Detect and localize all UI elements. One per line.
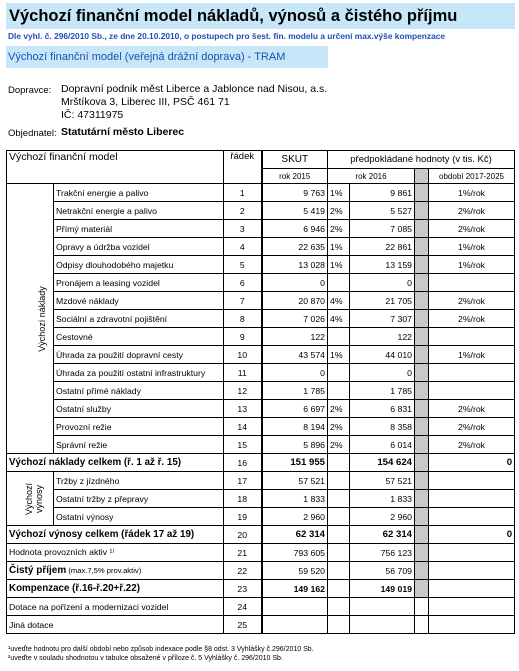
page-title: Výchozí finanční model nákladů, výnosů a čistého příjmu [6,3,515,29]
growth-pct: 2% [328,400,350,418]
value-2016: 1 785 [350,382,415,400]
spacer-cell [415,436,429,454]
value-2016: 6 831 [350,400,415,418]
client-label: Objednatel: [8,128,57,139]
value-2016: 57 521 [350,472,415,490]
row-number: 25 [224,616,262,634]
net-income-row [7,562,515,580]
rate-2017-2025 [429,364,515,382]
compensation-row [7,580,515,598]
revenue-total-row [7,526,515,544]
row-number: 9 [224,328,262,346]
growth-pct [328,562,350,580]
row-label: Jiná dotace [7,616,224,634]
spacer-cell [415,580,429,598]
row-number: 7 [224,292,262,310]
cost-row [7,238,515,256]
rate-2017-2025: 2%/rok [429,292,515,310]
growth-pct [328,598,350,616]
spacer-cell [415,346,429,364]
value-2016: 56 709 [350,562,415,580]
value-2015: 5 419 [262,202,328,220]
spacer-cell [415,544,429,562]
revenue-row [7,472,515,490]
header-year-2015: rok 2015 [262,169,328,184]
row-number: 1 [224,184,262,202]
growth-pct [328,472,350,490]
header-pred: předpokládané hodnoty (v tis. Kč) [328,151,515,169]
row-number: 14 [224,418,262,436]
costs-side-text: Výchozí náklady [36,285,47,352]
spacer-cell [415,256,429,274]
row-label: Ostatní přímé náklady [54,382,224,400]
spacer-cell [415,526,429,544]
rate-2017-2025: 0 [429,454,515,472]
costs-side-label [7,184,54,454]
value-2015: 0 [262,274,328,292]
row-label: Ostatní výnosy [54,508,224,526]
row-number: 10 [224,346,262,364]
spacer-cell [415,472,429,490]
value-2015: 151 955 [262,454,328,472]
value-2015: 149 162 [262,580,328,598]
value-2016: 7 307 [350,310,415,328]
growth-pct [328,616,350,634]
value-2015: 1 833 [262,490,328,508]
row-label: Odpisy dlouhodobého majetku [54,256,224,274]
rate-2017-2025 [429,490,515,508]
row-number: 11 [224,364,262,382]
header-item: Výchozí finanční model [7,151,224,184]
value-2015: 59 520 [262,562,328,580]
row-label: Kompenzace (ř.16-ř.20+ř.22) [7,580,224,598]
row-number: 4 [224,238,262,256]
growth-pct [328,544,350,562]
growth-pct: 2% [328,220,350,238]
spacer-cell [415,454,429,472]
row-label: Pronájem a leasing vozidel [54,274,224,292]
growth-pct [328,364,350,382]
row-number: 6 [224,274,262,292]
value-2015 [262,616,328,634]
carrier-name: Dopravní podnik měst Liberce a Jablonce nad Nisou, a.s. [61,83,328,95]
row-label: Dotace na pořízení a modernizaci vozidel [7,598,224,616]
header-period: období 2017-2025 [429,169,515,184]
spacer-cell [415,202,429,220]
row-number: 8 [224,310,262,328]
revenue-side-text: Výchozí výnosy [24,482,44,515]
cost-row [7,256,515,274]
cost-row [7,382,515,400]
value-2016: 21 705 [350,292,415,310]
value-2015: 22 635 [262,238,328,256]
rate-2017-2025: 2%/rok [429,400,515,418]
value-2015: 20 870 [262,292,328,310]
value-2015: 1 785 [262,382,328,400]
rate-2017-2025 [429,598,515,616]
row-number: 3 [224,220,262,238]
value-2015: 13 028 [262,256,328,274]
costs-total-row [7,454,515,472]
row-number: 24 [224,598,262,616]
cost-row [7,328,515,346]
rate-2017-2025: 2%/rok [429,202,515,220]
row-label: Opravy a údržba vozidel [54,238,224,256]
model-name: Výchozí finanční model (veřejná drážní doprava) - TRAM [6,46,328,68]
spacer-cell [415,400,429,418]
row-number: 20 [224,526,262,544]
financial-model-table [6,150,515,634]
cost-row [7,202,515,220]
header-skut: SKUT [262,151,328,169]
growth-pct [328,454,350,472]
value-2016: 0 [350,274,415,292]
header-row: řádek [224,151,262,184]
value-2015: 2 960 [262,508,328,526]
spacer-cell [415,310,429,328]
growth-pct [328,274,350,292]
row-label-note: (max.7,5% prov.aktiv) [66,566,142,575]
row-label: Ostatní služby [54,400,224,418]
row-label: Tržby z jízdného [54,472,224,490]
spacer-cell [415,328,429,346]
other-subsidy-row [7,616,515,634]
row-label: Cestovné [54,328,224,346]
growth-pct [328,580,350,598]
spacer-cell [415,292,429,310]
rate-2017-2025: 2%/rok [429,310,515,328]
value-2016: 7 085 [350,220,415,238]
value-2015 [262,598,328,616]
value-2015: 7 026 [262,310,328,328]
value-2016: 62 314 [350,526,415,544]
revenue-row [7,508,515,526]
row-number: 19 [224,508,262,526]
spacer-cell [415,508,429,526]
row-label: Trakční energie a palivo [54,184,224,202]
rate-2017-2025: 0 [429,526,515,544]
row-label: Úhrada za použití dopravní cesty [54,346,224,364]
value-2016: 1 833 [350,490,415,508]
subsidy-row [7,598,515,616]
row-number: 23 [224,580,262,598]
footnote-2: ²uveďte v souladu shodnotou v tabulce obsažené v příloze č. 5 Vyhlášky č. 296/2010 Sb. [8,655,283,662]
row-label: Mzdové náklady [54,292,224,310]
rate-2017-2025 [429,328,515,346]
row-number: 5 [224,256,262,274]
row-label: Výchozí výnosy celkem (řádek 17 až 19) [7,526,224,544]
row-label: Úhrada za použití ostatní infrastruktury [54,364,224,382]
row-number: 13 [224,400,262,418]
growth-pct: 1% [328,256,350,274]
growth-pct [328,508,350,526]
growth-pct [328,526,350,544]
row-number: 2 [224,202,262,220]
cost-row [7,346,515,364]
rate-2017-2025: 2%/rok [429,436,515,454]
cost-row [7,220,515,238]
cost-row [7,418,515,436]
spacer-cell [415,238,429,256]
rate-2017-2025: 1%/rok [429,238,515,256]
spacer-cell [415,220,429,238]
value-2015: 9 763 [262,184,328,202]
value-2016: 22 861 [350,238,415,256]
growth-pct [328,328,350,346]
row-label: Netrakční energie a palivo [54,202,224,220]
growth-pct: 2% [328,418,350,436]
cost-row [7,292,515,310]
growth-pct [328,490,350,508]
row-label-bold: Čistý příjem [9,565,67,576]
cost-row [7,436,515,454]
rate-2017-2025: 1%/rok [429,346,515,364]
value-2016: 6 014 [350,436,415,454]
growth-pct: 1% [328,346,350,364]
revenue-row [7,490,515,508]
header-year-2016: rok 2016 [328,169,415,184]
rate-2017-2025: 2%/rok [429,418,515,436]
rate-2017-2025: 1%/rok [429,256,515,274]
client-name: Statutární město Liberec [61,126,185,138]
rate-2017-2025 [429,580,515,598]
value-2016: 756 123 [350,544,415,562]
carrier-address: Mrštíkova 3, Liberec III, PSČ 461 71 [61,96,230,108]
rate-2017-2025: 2%/rok [429,220,515,238]
footnotes [8,645,314,663]
growth-pct: 2% [328,436,350,454]
rate-2017-2025: 1%/rok [429,184,515,202]
cost-row [7,274,515,292]
carrier-ic: IČ: 47311975 [61,109,124,121]
value-2016: 9 861 [350,184,415,202]
row-label: Hodnota provozních aktiv ¹⁾ [7,544,224,562]
row-number: 18 [224,490,262,508]
spacer-cell [415,598,429,616]
spacer-cell [415,364,429,382]
spacer-cell [415,382,429,400]
value-2016: 44 010 [350,346,415,364]
row-number: 21 [224,544,262,562]
value-2015: 793 605 [262,544,328,562]
row-label: Sociální a zdravotní pojištění [54,310,224,328]
page-subtitle: Dle vyhl. č. 296/2010 Sb., ze dne 20.10.2010, o postupech pro šest. fin. modelu a určení max.výše kompenzace [8,31,446,41]
spacer-cell [415,490,429,508]
row-number: 16 [224,454,262,472]
row-number: 12 [224,382,262,400]
rate-2017-2025 [429,544,515,562]
rate-2017-2025 [429,616,515,634]
spacer-cell [415,184,429,202]
value-2016: 8 358 [350,418,415,436]
value-2016: 154 624 [350,454,415,472]
cost-row [7,364,515,382]
spacer-cell [415,418,429,436]
growth-pct: 4% [328,310,350,328]
value-2015: 5 896 [262,436,328,454]
growth-pct: 4% [328,292,350,310]
value-2015: 6 697 [262,400,328,418]
row-label: Výchozí náklady celkem (ř. 1 až ř. 15) [7,454,224,472]
spacer-cell [415,616,429,634]
spacer-cell [415,274,429,292]
rate-2017-2025 [429,382,515,400]
rate-2017-2025 [429,472,515,490]
value-2016: 5 527 [350,202,415,220]
growth-pct [328,382,350,400]
value-2016: 122 [350,328,415,346]
spacer-cell [415,562,429,580]
revenue-side-label [7,472,54,526]
value-2015: 43 574 [262,346,328,364]
value-2015: 8 194 [262,418,328,436]
cost-row [7,310,515,328]
value-2015: 6 946 [262,220,328,238]
value-2015: 0 [262,364,328,382]
row-number: 15 [224,436,262,454]
row-number: 17 [224,472,262,490]
cost-row [7,400,515,418]
assets-row [7,544,515,562]
value-2016: 13 159 [350,256,415,274]
growth-pct: 1% [328,238,350,256]
footnote-1: ¹uveďte hodnotu pro další období nebo způsob indexace podle §8 odst. 3 Vyhlášky č.296/2010 Sb. [8,646,314,653]
row-label [7,562,224,580]
carrier-label: Dopravce: [8,85,52,96]
growth-pct: 2% [328,202,350,220]
rate-2017-2025 [429,274,515,292]
row-number: 22 [224,562,262,580]
value-2016 [350,598,415,616]
value-2016 [350,616,415,634]
value-2015: 62 314 [262,526,328,544]
value-2015: 122 [262,328,328,346]
row-label: Přímý materiál [54,220,224,238]
cost-row [7,184,515,202]
row-label: Provozní režie [54,418,224,436]
rate-2017-2025 [429,562,515,580]
growth-pct: 1% [328,184,350,202]
value-2015: 57 521 [262,472,328,490]
value-2016: 0 [350,364,415,382]
row-label: Správní režie [54,436,224,454]
rate-2017-2025 [429,508,515,526]
row-label: Ostatní tržby z přepravy [54,490,224,508]
value-2016: 2 960 [350,508,415,526]
value-2016: 149 019 [350,580,415,598]
